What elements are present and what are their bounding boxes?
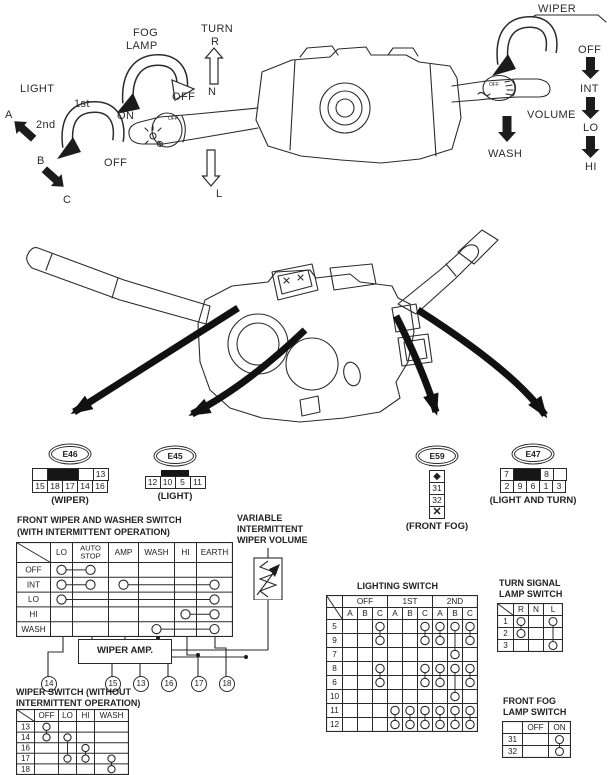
pin-cell: 12	[145, 476, 161, 489]
wiper-wash: WASH	[488, 148, 523, 160]
fog-title-1: FOG	[133, 27, 159, 39]
turn-l: L	[216, 188, 223, 200]
turn-r-arrow	[206, 48, 223, 84]
svg-text:1ST: 1ST	[402, 597, 418, 607]
svg-text:14: 14	[21, 733, 30, 743]
turn-signal-title-1: TURN SIGNAL	[499, 578, 561, 588]
wiper-rotation-arrow	[492, 22, 552, 76]
wiper-simple-title-2: INTERMITTENT OPERATION)	[16, 698, 141, 708]
connector-e45	[140, 446, 210, 502]
pin-cell: 1	[539, 480, 553, 493]
pin-cell: 16	[92, 480, 108, 493]
turn-signal-switch-table	[497, 603, 563, 652]
light-pos-b: B	[37, 155, 45, 167]
svg-text:11: 11	[330, 706, 339, 716]
pointer-arrow-e46	[74, 308, 238, 412]
connector-e46-pins	[28, 468, 112, 493]
svg-text:OFF: OFF	[527, 723, 544, 733]
pin-cell: 3	[552, 480, 566, 493]
svg-text:AMP: AMP	[114, 548, 133, 558]
light-pos-1st: 1st	[74, 98, 90, 110]
fog-lamp-rotation-arrow	[116, 60, 194, 114]
light-off: OFF	[104, 157, 128, 169]
svg-text:L: L	[550, 605, 556, 615]
pin-cell: 7	[500, 468, 514, 481]
pin-cell: 31	[429, 482, 445, 495]
front-fog-title-1: FRONT FOG	[503, 696, 556, 706]
svg-text:5: 5	[332, 622, 337, 632]
wiper-title: WIPER	[538, 3, 577, 15]
connector-e46-id: E46	[51, 446, 89, 462]
wiper-int: INT	[580, 83, 599, 95]
pointer-arrow-e47	[418, 310, 545, 415]
svg-text:1: 1	[503, 617, 508, 627]
svg-text:9: 9	[332, 636, 337, 646]
pin-cell: 32	[429, 494, 445, 507]
svg-text:18: 18	[21, 764, 30, 774]
pin-cell: 2	[500, 480, 514, 493]
connector-e47-label: (LIGHT AND TURN)	[489, 495, 577, 506]
svg-text:17: 17	[21, 754, 30, 764]
turn-title: TURN	[201, 23, 234, 35]
connector-e47-pins	[478, 468, 588, 493]
wiper-barrel-off: OFF	[489, 82, 499, 88]
connector-e59	[393, 446, 481, 532]
svg-text:A: A	[347, 609, 353, 619]
svg-text:HI: HI	[29, 609, 38, 619]
connector-e59-label: (FRONT FOG)	[405, 521, 469, 532]
wiper-lo: LO	[583, 122, 599, 134]
pin-cell: 6	[526, 480, 540, 493]
svg-text:B: B	[452, 609, 458, 619]
svg-text:OFF: OFF	[38, 711, 55, 721]
light-title: LIGHT	[20, 83, 55, 95]
svg-text:INT: INT	[26, 580, 41, 590]
wiper-washer-title-1: FRONT WIPER AND WASHER SWITCH	[17, 515, 182, 525]
fog-title-2: LAMP	[126, 40, 158, 52]
middle-left-lever-art	[27, 248, 210, 324]
svg-text:EARTH: EARTH	[200, 548, 229, 558]
svg-text:WASH: WASH	[21, 624, 46, 634]
wiper-switch-simple-table	[16, 709, 129, 775]
lighting-title: LIGHTING SWITCH	[357, 581, 438, 591]
svg-text:A: A	[437, 609, 443, 619]
pin-cell: 10	[160, 476, 176, 489]
light-pos-2nd: 2nd	[36, 119, 56, 131]
svg-text:7: 7	[332, 650, 337, 660]
svg-text:6: 6	[332, 678, 337, 688]
pin-cell: 18	[47, 480, 63, 493]
svg-text:C: C	[377, 609, 383, 619]
connector-e46	[28, 444, 112, 506]
top-illustration	[0, 0, 612, 215]
light-barrel-off: OFF	[168, 116, 178, 122]
svg-text:STOP: STOP	[80, 551, 101, 561]
svg-text:B: B	[407, 609, 413, 619]
svg-text:C: C	[467, 609, 473, 619]
svg-text:AUTO: AUTO	[80, 543, 101, 553]
pin-cross: ✕	[429, 506, 445, 519]
light-pos-c: C	[63, 194, 72, 206]
light-pos-a: A	[5, 109, 13, 121]
lighting-switch-table	[326, 595, 478, 732]
turn-n: N	[208, 86, 217, 98]
svg-text:LO: LO	[56, 548, 67, 558]
connector-e47-id: E47	[514, 446, 552, 462]
pin-cell: 17	[62, 480, 78, 493]
svg-text:OFF: OFF	[356, 597, 374, 607]
connector-e59-pins	[393, 470, 481, 519]
middle-illustration	[0, 212, 612, 446]
svg-text:8: 8	[332, 664, 337, 674]
turn-signal-title-2: LAMP SWITCH	[499, 589, 563, 599]
pin-cell: 11	[190, 476, 206, 489]
variable-volume-title-3: WIPER VOLUME	[237, 535, 308, 545]
connector-e46-label: (WIPER)	[51, 495, 89, 506]
amp-terminal-17: 17	[191, 676, 207, 692]
wiper-volume: VOLUME	[527, 109, 576, 121]
front-fog-title-2: LAMP SWITCH	[503, 707, 567, 717]
svg-text:16: 16	[21, 743, 30, 753]
wash-arrow	[498, 116, 516, 142]
connector-e47	[478, 444, 588, 506]
amp-terminal-18: 18	[219, 676, 235, 692]
switch-housing-art	[256, 46, 461, 163]
wiper-washer-title-2: (WITH INTERMITTENT OPERATION)	[17, 527, 170, 537]
connector-e59-id: E59	[418, 448, 456, 464]
svg-text:C: C	[422, 609, 428, 619]
svg-text:HI: HI	[181, 548, 190, 558]
svg-text:WASH: WASH	[99, 711, 124, 721]
turn-r: R	[211, 36, 220, 48]
pin-cell: 15	[32, 480, 48, 493]
pin-cell: 14	[77, 480, 93, 493]
wiper-lever-art	[452, 76, 550, 103]
light-c-arrow	[39, 163, 69, 192]
svg-text:R: R	[518, 605, 524, 615]
svg-text:WASH: WASH	[144, 548, 169, 558]
connector-e45-id: E45	[156, 448, 194, 464]
middle-right-lever-art	[398, 230, 498, 314]
amp-terminal-16: 16	[161, 676, 177, 692]
fog-off: OFF	[172, 91, 196, 103]
svg-text:3: 3	[503, 641, 508, 651]
wiper-simple-title-1: WIPER SWITCH (WITHOUT	[16, 687, 131, 697]
pin-cell: 13	[93, 468, 109, 481]
svg-text:2ND: 2ND	[446, 597, 464, 607]
wiper-hi: HI	[585, 161, 597, 173]
fog-on: ON	[117, 110, 135, 122]
front-fog-switch-table	[502, 721, 571, 758]
svg-text:2: 2	[503, 629, 508, 639]
variable-volume-title-2: INTERMITTENT	[237, 524, 303, 534]
svg-text:10: 10	[329, 692, 340, 702]
light-lever-art	[129, 108, 258, 147]
wiper-off-int-arrow	[582, 57, 600, 79]
amp-terminal-15: 15	[105, 676, 121, 692]
svg-text:31: 31	[507, 735, 518, 745]
svg-text:13: 13	[21, 722, 30, 732]
wiper-amp-box: WIPER AMP.	[78, 639, 172, 664]
pin-cell: 8	[540, 468, 554, 481]
amp-terminal-13: 13	[133, 676, 149, 692]
wiper-off: OFF	[578, 44, 602, 56]
middle-housing-art	[198, 264, 432, 422]
svg-text:OFF: OFF	[25, 565, 42, 575]
svg-text:12: 12	[329, 720, 340, 730]
svg-text:HI: HI	[81, 711, 90, 721]
light-a-arrow	[9, 115, 39, 144]
pin-cell: 9	[513, 480, 527, 493]
variable-volume-title-1: VARIABLE	[237, 513, 283, 523]
pin-cell: 5	[175, 476, 191, 489]
svg-text:LO: LO	[62, 711, 73, 721]
light-rotation-arrow	[57, 107, 119, 159]
svg-text:N: N	[533, 605, 539, 615]
turn-l-arrow	[203, 150, 220, 186]
connector-e45-pins	[140, 470, 210, 489]
svg-text:A: A	[392, 609, 398, 619]
amp-terminal-14: 14	[41, 676, 57, 692]
connector-e45-label: (LIGHT)	[157, 491, 193, 502]
pin-diamond: ◆	[429, 470, 445, 483]
svg-text:LO: LO	[28, 595, 39, 605]
wiper-lo-hi-arrow	[582, 136, 600, 158]
svg-text:B: B	[362, 609, 368, 619]
svg-text:ON: ON	[553, 723, 566, 733]
wiper-int-lo-arrow	[582, 97, 600, 119]
svg-text:32: 32	[507, 747, 518, 757]
